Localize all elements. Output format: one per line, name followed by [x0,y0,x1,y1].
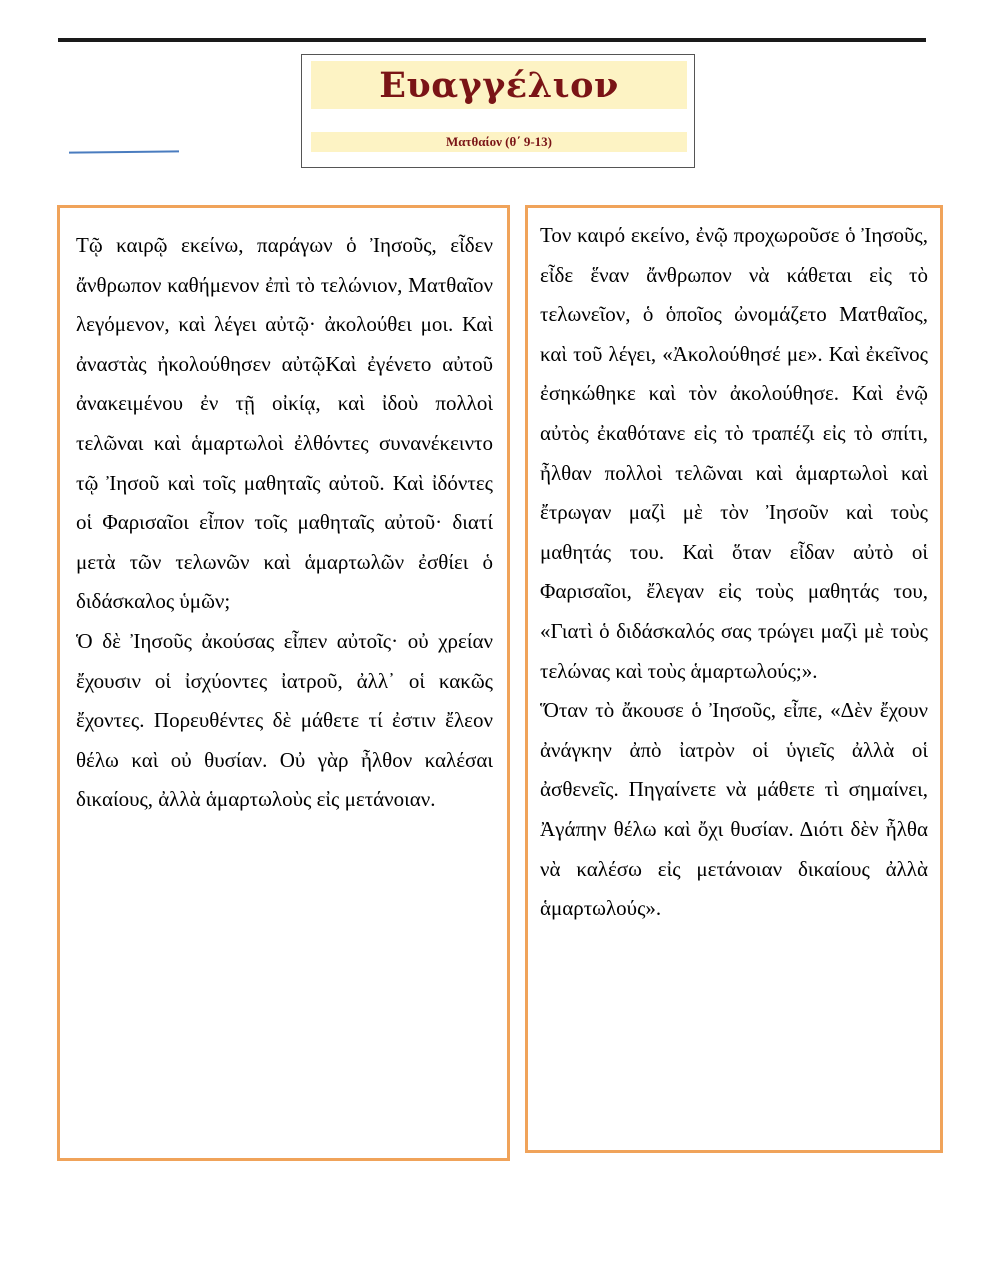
scripture-reference: Ματθαίον (θ΄ 9-13) [446,134,552,149]
decorative-line [69,150,179,153]
translation-paragraph-2: Ὅταν τὸ ἄκουσε ὁ Ἰησοῦς, εἶπε, «Δὲν ἔχουν ἀνάγκην ἀπὸ ἰατρὸν οἱ ὑγιεῖς ἀλλὰ οἱ ἀσθενεῖς. Πηγαίνετε νὰ μάθετε τὶ σημαίνει, Ἀγάπην θέλω καὶ ὄχι θυσίαν. Διότι δὲν ἦλθα νὰ καλέσω εἰς μετάνοιαν δικαίους ἀλλὰ ἁμαρτωλούς». [540,698,928,921]
header-box [301,54,695,168]
reference-band [311,132,687,152]
original-text-panel [57,205,510,1161]
translation-panel [525,205,943,1153]
original-paragraph-2: Ὁ δὲ Ἰησοῦς ἀκούσας εἶπεν αὐτοῖς· οὐ χρείαν ἔχουσιν οἱ ἰσχύοντες ἰατροῦ, ἀλλ᾽ οἱ κακῶς ἔχοντες. Πορευθέντες δὲ μάθετε τί ἐστιν ἔλεον θέλω καὶ οὐ θυσίαν. Οὐ γὰρ ἦλθον καλέσαι δικαίους, ἀλλὰ ἁμαρτωλοὺς εἰς μετάνοιαν. [76,628,493,812]
top-rule [58,38,926,42]
page-title: Ευαγγέλιον [379,64,619,106]
translation-paragraph-1: Τον καιρό εκείνο, ἐνῷ προχωροῦσε ὁ Ἰησοῦς, εἶδε ἕναν ἄνθρωπον νὰ κάθεται εἰς τὸ τελωνεῖον, ὁ ὁποῖος ὠνομάζετο Ματθαῖος, καὶ τοῦ λέγει, «Ἀκολούθησέ με». Καὶ ἐκεῖνος ἐσηκώθηκε καὶ τὸν ἀκολούθησε. Καὶ ἐνῷ αὐτὸς ἐκαθότανε εἰς τὸ τραπέζι εἰς τὸ σπίτι, ἦλθαν πολλοὶ τελῶναι καὶ ἁμαρτωλοὶ καὶ ἔτρωγαν μαζὶ μὲ τὸν Ἰησοῦν καὶ τοὺς μαθητάς του. Καὶ ὅταν εἶδαν αὐτὸ οἱ Φαρισαῖοι, ἔλεγαν εἰς τοὺς μαθητάς του, «Γιατὶ ὁ διδάσκαλός σας τρώγει μαζὶ μὲ τοὺς τελώνας καὶ τοὺς ἁμαρτωλούς;». [540,223,928,683]
original-paragraph-1: Τῷ καιρῷ εκείνω, παράγων ὁ Ἰησοῦς, εἶδεν ἄνθρωπον καθήμενον ἐπὶ τὸ τελώνιον, Ματθαῖον λεγόμενον, καὶ λέγει αὐτῷ· ἀκολούθει μοι. Καὶ ἀναστὰς ἠκολούθησεν αὐτῷΚαὶ ἐγένετο αὐτοῦ ἀνακειμένου ἐν τῇ οἰκίᾳ, καὶ ἰδοὺ πολλοὶ τελῶναι καὶ ἁμαρτωλοὶ ἐλθόντες συνανέκειντο τῷ Ἰησοῦ καὶ τοῖς μαθηταῖς αὐτοῦ. Καὶ ἰδόντες οἱ Φαρισαῖοι εἶπον τοῖς μαθηταῖς αὐτοῦ· διατί μετὰ τῶν τελωνῶν καὶ ἁμαρτωλῶν ἐσθίει ὁ διδάσκαλος ὑμῶν; [76,233,493,614]
title-band [311,61,687,109]
